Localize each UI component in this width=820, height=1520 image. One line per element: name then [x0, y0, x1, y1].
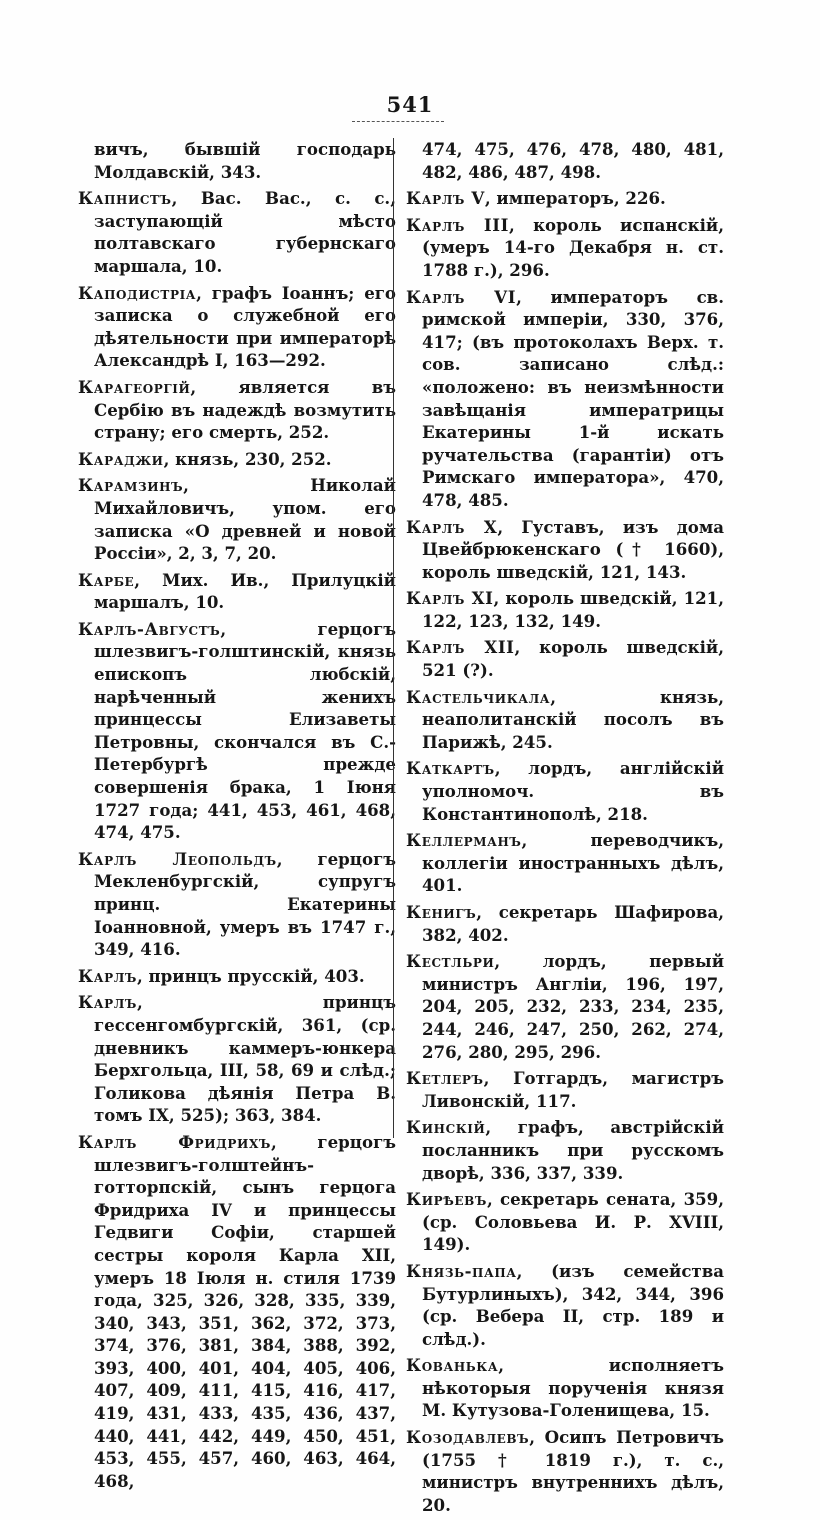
entry-text: , является въ Сербію въ надеждѣ возмутить страну; его смерть, 252. — [94, 376, 396, 443]
entry-text: вичъ, бывшій господарь Молдавскій, 343. — [94, 139, 396, 182]
entry-text: , императоръ, 226. — [484, 188, 666, 209]
entry-headword: Карлъ X — [406, 516, 498, 537]
entry-headword: Карбе — [78, 569, 135, 590]
entry-text: , король шведскій, 521 (?). — [422, 637, 724, 681]
entry-text: , исполняетъ нѣкоторыя порученія князя М. Кутузова-Голенищева, 15. — [422, 1355, 724, 1421]
index-entry — [406, 829, 724, 897]
index-entry — [78, 138, 396, 183]
entry-text: , принцъ гессенгомбургскій, 361, (ср. дневникъ каммеръ-юнкера Берхгольца, III, 58, 69 и слѣд.; Голикова дѣянія Петра В. томъ IX, 525); 363, 384. — [94, 992, 396, 1126]
entry-headword: Кирѣевъ — [406, 1189, 487, 1210]
entry-headword: Кенигъ — [406, 902, 477, 922]
entry-headword: Кастельчикала — [406, 686, 551, 707]
entry-headword: Каподистріа — [78, 282, 197, 303]
index-entry — [406, 1116, 724, 1184]
index-entry — [406, 636, 724, 681]
index-entry — [406, 516, 724, 584]
entry-text: , князь, 230, 252. — [163, 448, 332, 469]
entry-text: , Густавъ, изъ дома Цвейбрюкенскаго († 1660), король шведскій, 121, 143. — [422, 516, 724, 582]
index-entry — [78, 618, 396, 844]
index-entry — [406, 686, 724, 754]
entry-headword: Карамзинъ — [78, 475, 184, 496]
entry-headword: Карлъ III — [406, 214, 509, 235]
index-entry — [406, 950, 724, 1063]
entry-text: 474, 475, 476, 478, 480, 481, 482, 486, 487, 498. — [422, 139, 724, 182]
index-entry — [406, 138, 724, 183]
index-entry — [78, 991, 396, 1127]
index-entry — [406, 1354, 724, 1422]
entry-headword: Келлерманъ — [406, 830, 522, 851]
entry-headword: Кетлеръ — [406, 1068, 484, 1089]
entry-headword: Карлъ — [78, 965, 137, 986]
index-entry — [78, 848, 396, 961]
index-entry — [406, 187, 724, 210]
entry-headword: Кинскій — [406, 1117, 486, 1138]
index-entry — [406, 286, 724, 512]
entry-text: , лордъ, первый министръ Англіи, 196, 197, 204, 205, 232, 233, 234, 235, 244, 246, 247, 250, 262, 274, 276, 280, 295, 296. — [422, 951, 724, 1062]
page-number: 541 — [386, 92, 434, 117]
entry-text: , Николай Михайловичъ, упом. его записка «О древней и новой Россіи», 2, 3, 7, 20. — [94, 475, 396, 564]
entry-headword: Карлъ XII — [406, 637, 515, 658]
left-column — [78, 138, 396, 1496]
entry-headword: Карлъ V — [406, 188, 485, 209]
entry-headword: Карлъ Фридрихъ — [78, 1131, 271, 1152]
entry-headword: Кованька — [406, 1355, 499, 1376]
entry-headword: Караджи — [78, 448, 164, 469]
entry-text: , Осипъ Петровичъ (1755 † 1819 г.), т. с., министръ внутреннихъ дѣлъ, 20. — [422, 1427, 724, 1515]
entry-text: , графъ, австрійскій посланникъ при русскомъ дворѣ, 336, 337, 339. — [422, 1117, 724, 1183]
entry-text: , принцъ прусскій, 403. — [136, 965, 365, 986]
index-entry — [78, 474, 396, 564]
entry-text: , герцогъ Мекленбургскій, супругъ принц. Екатерины Іоанновной, умеръ въ 1747 г., 349, 416. — [94, 848, 396, 960]
entry-text: , секретарь сената, 359, (ср. Соловьева И. Р. XVIII, 149). — [422, 1189, 724, 1255]
entry-headword: Карлъ VI — [406, 286, 517, 307]
index-entry — [78, 1131, 396, 1493]
entry-headword: Князь-папа — [406, 1260, 517, 1281]
entry-text: , императоръ св. римской имперіи, 330, 376, 417; (въ протоколахъ Верх. т. сов. записано слѣд.: «положено: въ неизмѣнности завѣщанія императрицы Екатерины 1-й искать ручательства (гарантіи) отъ Римскаго императора», 470, 478, 485. — [422, 286, 724, 510]
index-entry — [78, 187, 396, 277]
entry-text: , Готгардъ, магистръ Ливонскій, 117. — [422, 1068, 724, 1111]
index-entry — [406, 1426, 724, 1516]
entry-headword: Карлъ-Августъ — [78, 618, 221, 639]
entry-text: , графъ Іоаннъ; его записка о служебной его дѣятельности при императорѣ Александрѣ I, 163—292. — [94, 282, 396, 371]
entry-headword: Каткартъ — [406, 758, 495, 779]
entry-text: , герцогъ шлезвигъ-голштинскій, князь епископъ любскій, нарѣченный женихъ принцессы Елизаветы Петровны, скончался въ С.-Петербургѣ прежде совершенія брака, 1 Іюня 1727 года; 441, 453, 461, 468, 474, 475. — [94, 618, 396, 843]
entry-headword: Карагеоргій — [78, 376, 191, 397]
entry-headword: Козодавлевъ — [406, 1427, 530, 1448]
entry-text: , князь, неаполитанскій посолъ въ Парижѣ, 245. — [422, 686, 724, 752]
entry-text: , король испанскій, (умеръ 14-го Декабря н. ст. 1788 г.), 296. — [422, 214, 724, 280]
index-entry — [78, 569, 396, 614]
index-entry — [78, 965, 396, 988]
index-entry — [406, 901, 724, 946]
entry-headword: Карлъ — [78, 992, 137, 1013]
index-entry — [406, 757, 724, 825]
entry-text: , лордъ, англійскій уполномоч. въ Константинополѣ, 218. — [422, 758, 724, 824]
index-entry — [406, 1067, 724, 1112]
header-rule — [352, 121, 444, 122]
entry-text: , (изъ семейства Бутурлиныхъ), 342, 344, 396 (ср. Вебера II, стр. 189 и слѣд.). — [422, 1260, 724, 1349]
index-entry — [78, 376, 396, 444]
index-entry — [406, 1188, 724, 1256]
entry-text: , герцогъ шлезвигъ-голштейнъ-готторпскій, сынъ герцога Фридриха IV и принцессы Гедвиги Софіи, старшей сестры короля Карла XII, умеръ 18 Іюля н. стиля 1739 года, 325, 326, 328, 335, 339, 340, 343, 351, 362, 372, 373, 374, 376, 381, 384, 388, 392, 393, 400, 401, 404, 405, 406, 407, 409, 411, 415, 416, 417, 419, 431, 433, 435, 436, 437, 440, 441, 442, 449, 450, 451, 453, 455, 457, 460, 463, 464, 468, — [94, 1131, 396, 1491]
index-entry — [406, 1260, 724, 1350]
index-entry — [78, 448, 396, 471]
entry-headword: Карлъ XI — [406, 588, 494, 609]
entry-text: , Вас. Вас., с. с., заступающій мѣсто полтавскаго губернскаго маршала, 10. — [94, 188, 396, 276]
index-entry — [78, 282, 396, 372]
entry-headword: Капнистъ — [78, 188, 172, 209]
index-entry — [406, 214, 724, 282]
entry-text: , Мих. Ив., Прилуцкій маршалъ, 10. — [94, 569, 396, 613]
column-divider — [393, 138, 394, 1138]
entry-text: , переводчикъ, коллегіи иностранныхъ дѣлъ, 401. — [422, 830, 724, 896]
entry-text: , секретарь Шафирова, 382, 402. — [422, 902, 724, 945]
right-column — [406, 138, 724, 1520]
entry-text: , король шведскій, 121, 122, 123, 132, 149. — [422, 588, 724, 631]
index-entry — [406, 587, 724, 632]
entry-headword: Кестльри — [406, 951, 495, 972]
entry-headword: Карлъ Леопольдъ — [78, 848, 277, 869]
